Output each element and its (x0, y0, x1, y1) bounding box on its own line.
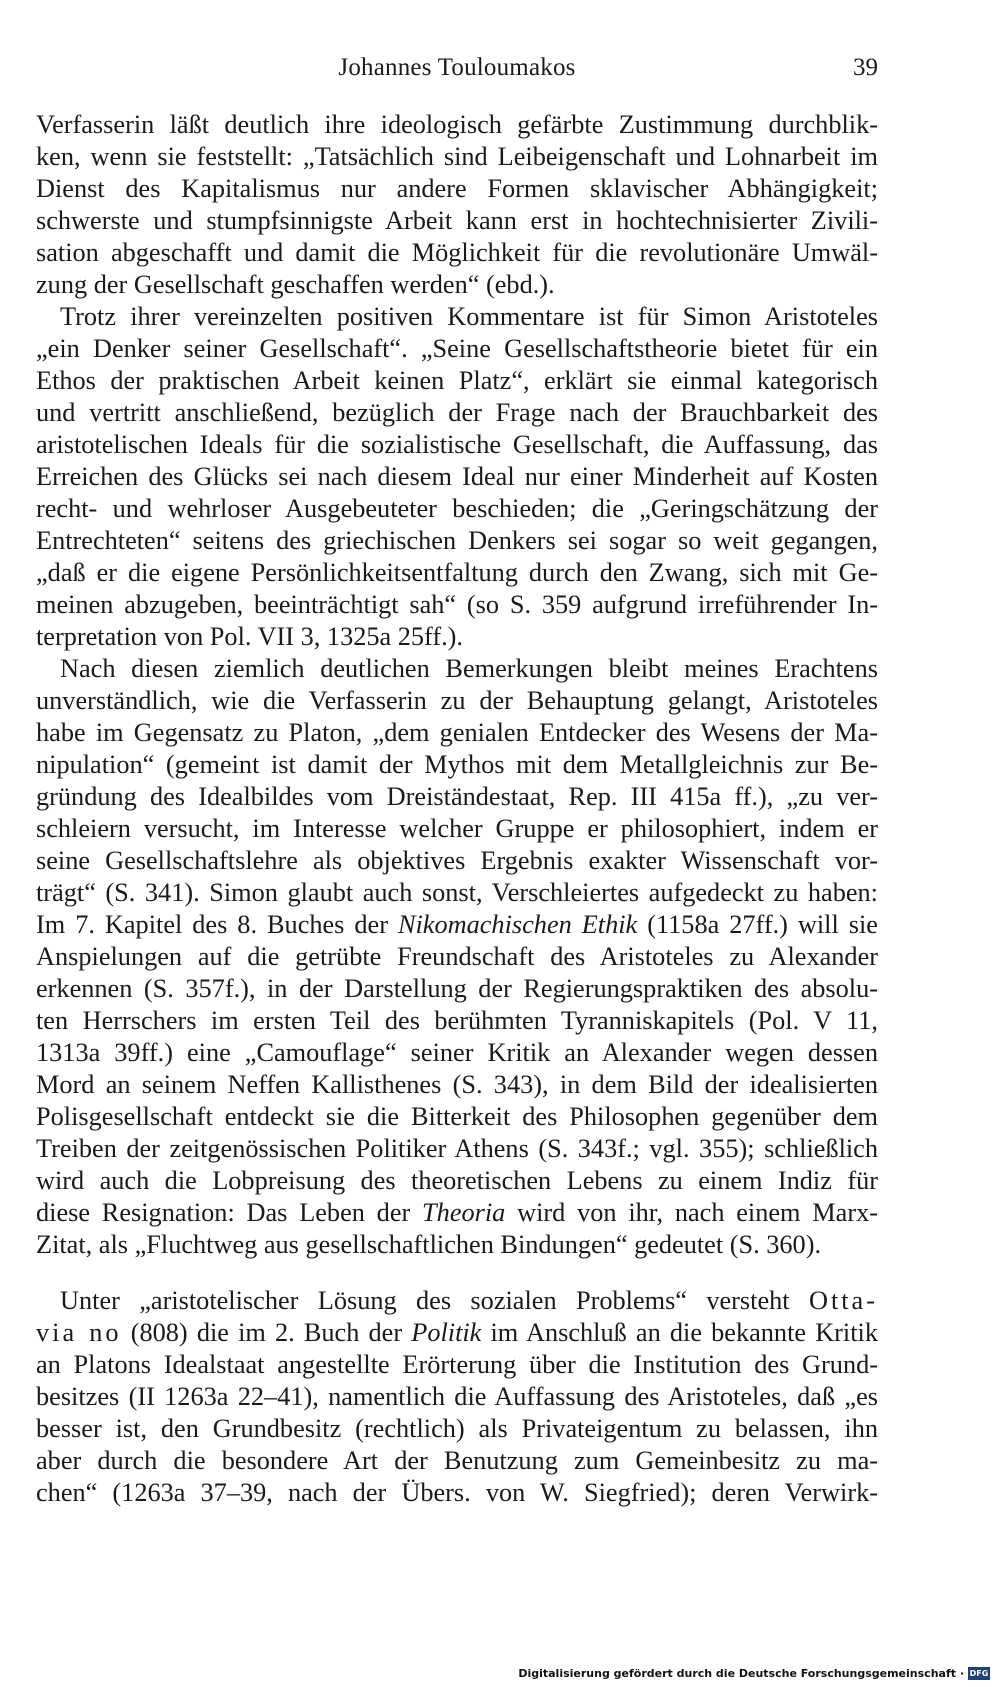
text-line: ken, wenn sie feststellt: „Tatsächlich sind Leibeigenschaft und Lohnarbeit im (36, 142, 878, 171)
digitization-footer (518, 1664, 990, 1682)
text-line: besitzes (II 1263a 22–41), namentlich die Auffassung des Aristoteles, daß „es (36, 1382, 878, 1411)
page-number: 39 (853, 54, 878, 81)
text-line: Trotz ihrer vereinzelten positiven Kommentare ist für Simon Aristoteles (60, 302, 878, 331)
body-text (36, 109, 878, 1509)
text-line: Polisgesellschaft entdeckt sie die Bitterkeit des Philosophen gegenüber dem (36, 1102, 878, 1131)
text-line: terpretation von Pol. VII 3, 1325a 25ff.). (36, 622, 464, 651)
text-line: diese Resignation: Das Leben der Theoria wird von ihr, nach einem Marx- (36, 1198, 878, 1227)
footer-text: Digitalisierung gefördert durch die Deutsche Forschungsgemeinschaft · (518, 1666, 964, 1680)
text-line: sation abgeschafft und damit die Möglichkeit für die revolutionäre Umwäl- (36, 238, 878, 267)
text-line: und vertritt anschließend, bezüglich der Frage nach der Brauchbarkeit des (36, 398, 878, 427)
text-line: seine Gesellschaftslehre als objektives Ergebnis exakter Wissenschaft vor- (36, 846, 878, 875)
text-line: Verfasserin läßt deutlich ihre ideologisch gefärbte Zustimmung durchblik- (36, 110, 878, 139)
text-line: via no (808) die im 2. Buch der Politik im Anschluß an die bekannte Kritik (36, 1318, 879, 1347)
text-line: Anspielungen auf die getrübte Freundschaft des Aristoteles zu Alexander (36, 942, 878, 971)
text-line: zung der Gesellschaft geschaffen werden“ (ebd.). (36, 270, 555, 299)
text-line: Mord an seinem Neffen Kallisthenes (S. 343), in dem Bild der idealisierten (36, 1070, 878, 1099)
text-line: schleiern versucht, im Interesse welcher Gruppe er philosophiert, indem er (36, 814, 878, 843)
text-line: besser ist, den Grundbesitz (rechtlich) als Privateigentum zu belassen, ihn (36, 1414, 878, 1443)
text-line: recht- und wehrloser Ausgebeuteter beschieden; die „Geringschätzung der (36, 494, 878, 523)
text-line: Nach diesen ziemlich deutlichen Bemerkungen bleibt meines Erachtens (60, 654, 878, 683)
text-line: gründung des Idealbildes vom Dreiständestaat, Rep. III 415a ff.), „zu ver- (36, 782, 878, 811)
text-line: Im 7. Kapitel des 8. Buches der Nikomachischen Ethik (1158a 27ff.) will sie (36, 910, 878, 939)
book-title-italic: Nikomachischen Ethik (397, 910, 638, 939)
text-line: nipulation“ (gemeint ist damit der Mythos mit dem Metallgleichnis zur Be- (36, 750, 878, 779)
term-italic: Theoria (422, 1198, 506, 1227)
text-line: Erreichen des Glücks sei nach diesem Ideal nur einer Minderheit auf Kosten (36, 462, 878, 491)
spaced-author-name: via no (36, 1318, 122, 1347)
text-line: wird auch die Lobpreisung des theoretischen Lebens zu einem Indiz für (36, 1166, 878, 1195)
text-line: schwerste und stumpfsinnigste Arbeit kann erst in hochtechnisierter Zivili- (36, 206, 878, 235)
text-line: aber durch die besondere Art der Benutzung zum Gemeinbesitz zu ma- (36, 1446, 878, 1475)
text-line: „daß er die eigene Persönlichkeitsentfaltung durch den Zwang, sich mit Ge- (36, 558, 878, 587)
text-line: Unter „aristotelischer Lösung des sozialen Problems“ versteht Otta- (60, 1286, 878, 1315)
text-line: habe im Gegensatz zu Platon, „dem genialen Entdecker des Wesens der Ma- (36, 718, 878, 747)
text-line: meinen abzugeben, beeinträchtigt sah“ (so S. 359 aufgrund irreführender In- (36, 590, 878, 619)
text-line: erkennen (S. 357f.), in der Darstellung der Regierungspraktiken des absolu- (36, 974, 878, 1003)
spaced-author-name: Otta- (808, 1286, 878, 1315)
page-header (36, 54, 878, 86)
text-line: Entrechteten“ seitens des griechischen Denkers sei sogar so weit gegangen, (36, 526, 878, 555)
text-line: Ethos der praktischen Arbeit keinen Platz“, erklärt sie einmal kategorisch (36, 366, 878, 395)
text-line: an Platons Idealstaat angestellte Erörterung über die Institution des Grund- (36, 1350, 878, 1379)
text-line: Zitat, als „Fluchtweg aus gesellschaftlichen Bindungen“ gedeutet (S. 360). (36, 1230, 822, 1259)
text-line: unverständlich, wie die Verfasserin zu der Behauptung gelangt, Aristoteles (36, 686, 878, 715)
text-line: Dienst des Kapitalismus nur andere Formen sklavischer Abhängigkeit; (36, 174, 878, 203)
dfg-logo: DFG (969, 1668, 989, 1678)
text-line: Treiben der zeitgenössischen Politiker Athens (S. 343f.; vgl. 355); schließlich (36, 1134, 878, 1163)
text-line: trägt“ (S. 341). Simon glaubt auch sonst, Verschleiertes aufgedeckt zu haben: (36, 878, 878, 907)
text-line: chen“ (1263a 37–39, nach der Übers. von W. Siegfried); deren Verwirk- (36, 1478, 878, 1507)
book-title-italic: Politik (411, 1318, 482, 1347)
text-line: 1313a 39ff.) eine „Camouflage“ seiner Kritik an Alexander wegen dessen (36, 1038, 878, 1067)
text-line: aristotelischen Ideals für die sozialistische Gesellschaft, die Auffassung, das (36, 430, 878, 459)
running-head: Johannes Touloumakos (338, 54, 576, 81)
text-line: ten Herrschers im ersten Teil des berühmten Tyranniskapitels (Pol. V 11, (36, 1006, 878, 1035)
text-line: „ein Denker seiner Gesellschaft“. „Seine Gesellschaftstheorie bietet für ein (36, 334, 878, 363)
